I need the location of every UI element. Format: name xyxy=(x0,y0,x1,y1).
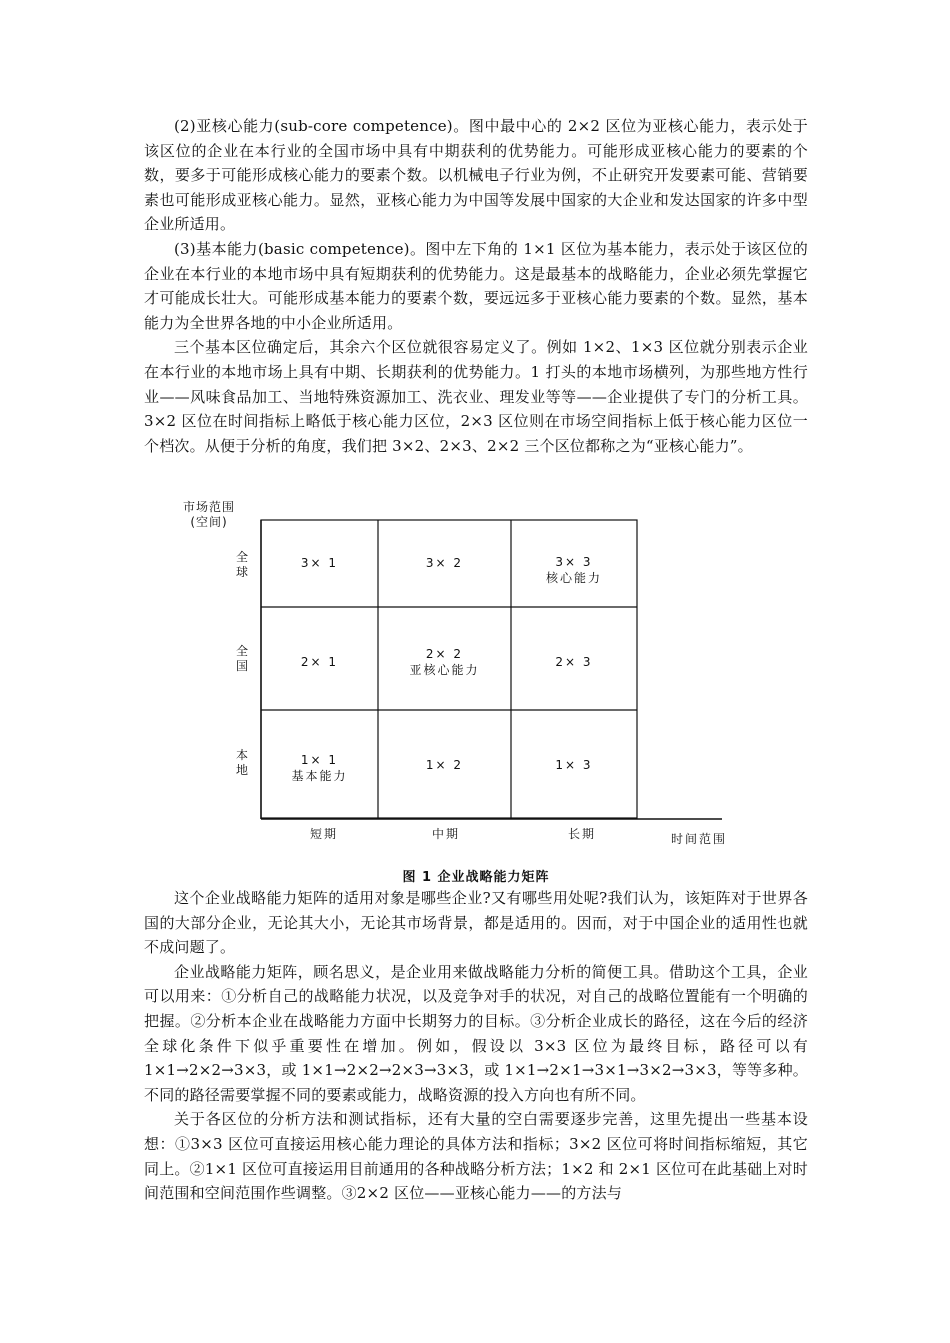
cell-1x1 xyxy=(261,752,378,784)
y-axis-title-line1: 市场范围 xyxy=(182,500,235,514)
cell-2x2-name: 亚核心能力 xyxy=(409,663,480,677)
paragraph-matrix-uses: 企业战略能力矩阵，顾名思义，是企业用来做战略能力分析的简便工具。借助这个工具，企业可以用来：①分析自己的战略能力状况，以及竞争对手的状况，对自己的战略位置能有一个明确的把握。②分析本企业在战略能力方面中长期努力的目标。③分析企业成长的路径，这在今后的经济全球化条件下似乎重要性在增加。例如，假设以 3×3 区位为最终目标，路径可以有 1×1→2×2→3×3，或 1×1→2×2→2×3→3×3，或 1×1→2×1→3×1→3×2→3×3，等等多种。不同的路径需要掌握不同的要素或能力，战略资源的投入方向也有所不同。 xyxy=(144,962,808,1104)
cell-1x1-name: 基本能力 xyxy=(291,769,348,783)
row-label-national: 全国 xyxy=(235,644,248,673)
x-axis-title: 时间范围 xyxy=(670,832,727,846)
cell-2x3: 2× 3 xyxy=(555,655,593,669)
y-axis-title xyxy=(174,498,244,530)
paragraph-sub-core-competence: (2)亚核心能力(sub-core competence)。图中最中心的 2×2 区位为亚核心能力，表示处于该区位的企业在本行业的全国市场中具有中期获利的优势能力。可能形成亚核心能力的要素的个数，要多于可能形成核心能力的要素个数。以机械电子行业为例，不止研究开发要素可能、营销要素也可能形成亚核心能力。显然，亚核心能力为中国等发展中国家的大企业和发达国家的许多中型企业所适用。 xyxy=(144,117,808,234)
cell-3x3 xyxy=(511,554,637,586)
cell-1x2: 1× 2 xyxy=(425,758,464,772)
cell-3x3-name: 核心能力 xyxy=(545,571,602,585)
body-text-top xyxy=(144,114,808,458)
row-label-global: 全球 xyxy=(235,550,248,579)
paragraph-other-positions: 三个基本区位确定后，其余六个区位就很容易定义了。例如 1×2、1×3 区位就分别表示企业在本行业的本地市场上具有中期、长期获利的优势能力。1 打头的本地市场横列，为那些地方性行业——风味食品加工、当地特殊资源加工、洗衣业、理发业等等——企业提供了专门的分析工具。3×2 区位在时间指标上略低于核心能力区位，2×3 区位则在市场空间指标上低于核心能力区位一个档次。从便于分析的角度，我们把 3×2、2×3、2×2 三个区位都称之为“亚核心能力”。 xyxy=(144,338,808,455)
y-axis-title-line2: (空间) xyxy=(190,515,228,529)
paragraph-analysis-methods: 关于各区位的分析方法和测试指标，还有大量的空白需要逐步完善，这里先提出一些基本设想：①3×3 区位可直接运用核心能力理论的具体方法和指标；3×2 区位可将时间指标缩短，其它同上。②1×1 区位可直接运用目前通用的各种战略分析方法；1×2 和 2×1 区位可在此基础上对时间范围和空间范围作些调整。③2×2 区位——亚核心能力——的方法与 xyxy=(144,1110,808,1203)
paragraph-basic-competence: (3)基本能力(basic competence)。图中左下角的 1×1 区位为基本能力，表示处于该区位的企业在本行业的本地市场中具有短期获利的优势能力。这是最基本的战略能力，企业必须先掌握它才可能成长壮大。可能形成基本能力的要素个数，要远远多于亚核心能力要素的个数。显然，基本能力为全世界各地的中小企业所适用。 xyxy=(144,239,808,332)
body-text-bottom xyxy=(144,886,808,1206)
cell-2x2 xyxy=(378,646,511,678)
cell-3x2: 3× 2 xyxy=(425,556,464,570)
row-label-local: 本地 xyxy=(235,748,248,777)
cell-2x2-code: 2× 2 xyxy=(425,647,464,661)
col-label-long-term: 长期 xyxy=(567,827,596,841)
strategic-capability-matrix-figure xyxy=(144,492,808,892)
col-label-short-term: 短期 xyxy=(309,827,338,841)
paragraph-applicability: 这个企业战略能力矩阵的适用对象是哪些企业?又有哪些用处呢?我们认为，该矩阵对于世界各国的大部分企业，无论其大小，无论其市场背景，都是适用的。因而，对于中国企业的适用性也就不成问题了。 xyxy=(144,889,808,957)
cell-2x1: 2× 1 xyxy=(300,655,339,669)
col-label-mid-term: 中期 xyxy=(431,827,460,841)
cell-1x3: 1× 3 xyxy=(555,758,593,772)
cell-3x3-code: 3× 3 xyxy=(555,555,593,569)
figure-caption: 图 1 企业战略能力矩阵 xyxy=(402,870,550,885)
cell-1x1-code: 1× 1 xyxy=(300,753,339,767)
cell-3x1: 3× 1 xyxy=(300,556,339,570)
